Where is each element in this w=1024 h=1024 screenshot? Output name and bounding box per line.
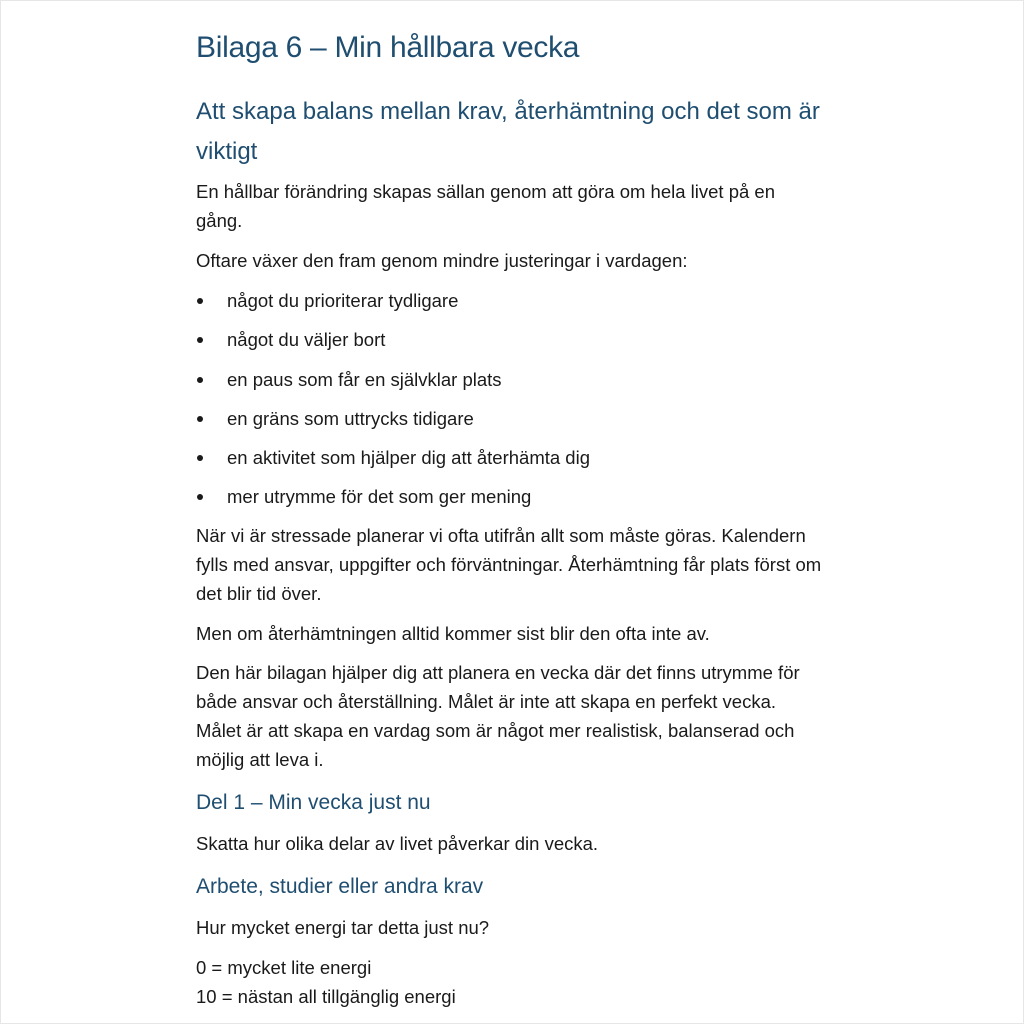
bullet-icon xyxy=(197,298,203,304)
bullet-icon xyxy=(197,455,203,461)
scale-high-label: 10 = nästan all tillgänglig energi xyxy=(196,986,456,1007)
stress-paragraph: När vi är stressade planerar vi ofta utifrån allt som måste göras. Kalendern fylls med ansvar, uppgifter och förväntningar. Återhämtning får plats först om det blir tid över. xyxy=(196,525,822,604)
list-item-text: något du väljer bort xyxy=(227,329,386,351)
intro-paragraph-1: En hållbar förändring skapas sällan genom att göra om hela livet på en gång. xyxy=(196,181,775,231)
list-item-text: en aktivitet som hjälper dig att återhämta dig xyxy=(227,447,590,469)
bullet-icon xyxy=(197,377,203,383)
scale-low-label: 0 = mycket lite energi xyxy=(196,957,372,978)
subsection-heading: Arbete, studier eller andra krav xyxy=(196,875,484,898)
list-item xyxy=(196,365,826,404)
bullet-icon xyxy=(197,494,203,500)
list-item-text: en paus som får en självklar plats xyxy=(227,368,502,390)
intro-paragraph-2: Oftare växer den fram genom mindre justeringar i vardagen: xyxy=(196,250,688,271)
list-item-text: något du prioriterar tydligare xyxy=(227,290,459,311)
bullet-icon xyxy=(197,416,203,422)
list-item-text: mer utrymme för det som ger mening xyxy=(227,486,532,508)
bullet-icon xyxy=(197,337,203,343)
list-item-text: en gräns som uttrycks tidigare xyxy=(227,407,474,429)
recovery-paragraph: Men om återhämtningen alltid kommer sist blir den ofta inte av. xyxy=(196,623,710,644)
energy-question: Hur mycket energi tar detta just nu? xyxy=(196,917,490,938)
list-item xyxy=(196,325,826,364)
section-1-heading: Del 1 – Min vecka just nu xyxy=(196,791,431,814)
purpose-paragraph: Den här bilagan hjälper dig att planera en vecka där det finns utrymme för både ansvar och återställning. Målet är inte att skapa en perfekt vecka. Målet är att skapa en vardag som är något mer realistisk, balanserad och möjlig att leva i. xyxy=(196,662,800,770)
list-item xyxy=(196,404,826,443)
document-title: Bilaga 6 – Min hållbara vecka xyxy=(196,31,580,64)
document-subtitle: Att skapa balans mellan krav, återhämtning och det som är viktigt xyxy=(196,98,820,165)
adjustment-list xyxy=(196,286,826,522)
section-1-text: Skatta hur olika delar av livet påverkar din vecka. xyxy=(196,833,599,854)
list-item xyxy=(196,482,826,521)
list-item xyxy=(196,286,826,325)
list-item xyxy=(196,443,826,482)
